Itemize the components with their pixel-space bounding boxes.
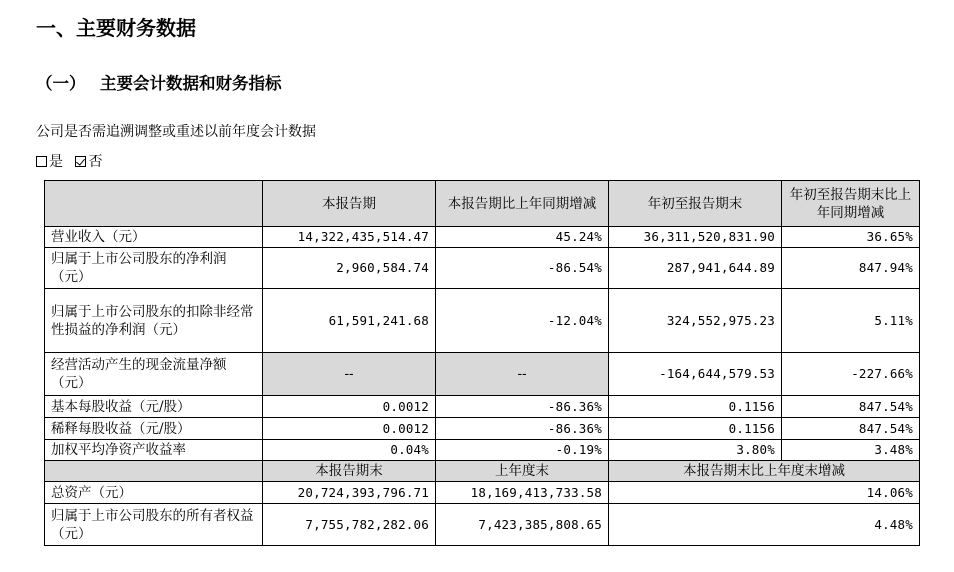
retro-question: 公司是否需追溯调整或重述以前年度会计数据 <box>36 124 316 140</box>
table-cell: 0.1156 <box>609 418 782 440</box>
table-cell: 7,423,385,808.65 <box>436 504 609 546</box>
table-cell: 0.04% <box>263 440 436 461</box>
table-cell: 45.24% <box>436 227 609 248</box>
financial-data-table <box>44 180 920 546</box>
option-yes-label: 是 <box>49 154 63 170</box>
row-label: 归属于上市公司股东的所有者权益（元） <box>45 504 263 546</box>
table-row <box>45 440 920 461</box>
table-header-row <box>45 181 920 227</box>
table-header-row-2 <box>45 461 920 482</box>
table-row <box>45 396 920 418</box>
table-header-cell: 年初至报告期末比上年同期增减 <box>782 181 920 227</box>
table-cell: -86.36% <box>436 418 609 440</box>
table-header-cell: 本报告期末比上年度末增减 <box>609 461 920 482</box>
table-cell: 14,322,435,514.47 <box>263 227 436 248</box>
table-header-cell: 本报告期 <box>263 181 436 227</box>
row-label: 经营活动产生的现金流量净额（元） <box>45 353 263 396</box>
table-header-cell <box>45 181 263 227</box>
table-cell: 0.0012 <box>263 396 436 418</box>
table-cell: 287,941,644.89 <box>609 248 782 289</box>
table-row <box>45 248 920 289</box>
table-row <box>45 504 920 546</box>
table-cell: 0.1156 <box>609 396 782 418</box>
table-cell: 847.94% <box>782 248 920 289</box>
option-no-label: 否 <box>88 154 103 170</box>
table-cell: -164,644,579.53 <box>609 353 782 396</box>
checked-box-icon[interactable] <box>75 156 86 167</box>
table-cell: -227.66% <box>782 353 920 396</box>
table-row <box>45 227 920 248</box>
row-label: 总资产（元） <box>45 482 263 504</box>
table-cell: -- <box>436 353 609 396</box>
row-label: 归属于上市公司股东的扣除非经常性损益的净利润（元） <box>45 289 263 353</box>
table-cell: 2,960,584.74 <box>263 248 436 289</box>
table-cell: 36,311,520,831.90 <box>609 227 782 248</box>
table-cell: 847.54% <box>782 418 920 440</box>
option-no[interactable] <box>75 154 102 170</box>
table-cell: 847.54% <box>782 396 920 418</box>
table-cell: 3.48% <box>782 440 920 461</box>
table-header-cell: 本报告期末 <box>263 461 436 482</box>
table-cell: 3.80% <box>609 440 782 461</box>
table-cell: 61,591,241.68 <box>263 289 436 353</box>
table-cell: 324,552,975.23 <box>609 289 782 353</box>
table-cell: 36.65% <box>782 227 920 248</box>
table-cell: 0.0012 <box>263 418 436 440</box>
row-label: 归属于上市公司股东的净利润（元） <box>45 248 263 289</box>
retro-options <box>36 151 110 171</box>
row-label: 基本每股收益（元/股） <box>45 396 263 418</box>
section-heading: 一、主要财务数据 <box>36 16 196 40</box>
table-header-cell: 本报告期比上年同期增减 <box>436 181 609 227</box>
table-cell: 4.48% <box>609 504 920 546</box>
table-cell: -0.19% <box>436 440 609 461</box>
table-header-cell <box>45 461 263 482</box>
table-row <box>45 482 920 504</box>
table-cell: -86.54% <box>436 248 609 289</box>
table-cell: 14.06% <box>609 482 920 504</box>
unchecked-box-icon[interactable] <box>36 156 47 167</box>
subsection-title: 主要会计数据和财务指标 <box>100 74 282 93</box>
table-row <box>45 353 920 396</box>
table-header-cell: 年初至报告期末 <box>609 181 782 227</box>
subsection-number: （一） <box>36 74 86 93</box>
row-label: 加权平均净资产收益率 <box>45 440 263 461</box>
subsection-heading <box>36 70 282 94</box>
row-label: 稀释每股收益（元/股） <box>45 418 263 440</box>
option-yes[interactable] <box>36 154 63 170</box>
row-label: 营业收入（元） <box>45 227 263 248</box>
table-header-cell: 上年度末 <box>436 461 609 482</box>
table-cell: -12.04% <box>436 289 609 353</box>
table-row <box>45 418 920 440</box>
table-cell: -86.36% <box>436 396 609 418</box>
table-row <box>45 289 920 353</box>
table-cell: -- <box>263 353 436 396</box>
table-cell: 18,169,413,733.58 <box>436 482 609 504</box>
table-cell: 5.11% <box>782 289 920 353</box>
table-cell: 7,755,782,282.06 <box>263 504 436 546</box>
table-cell: 20,724,393,796.71 <box>263 482 436 504</box>
